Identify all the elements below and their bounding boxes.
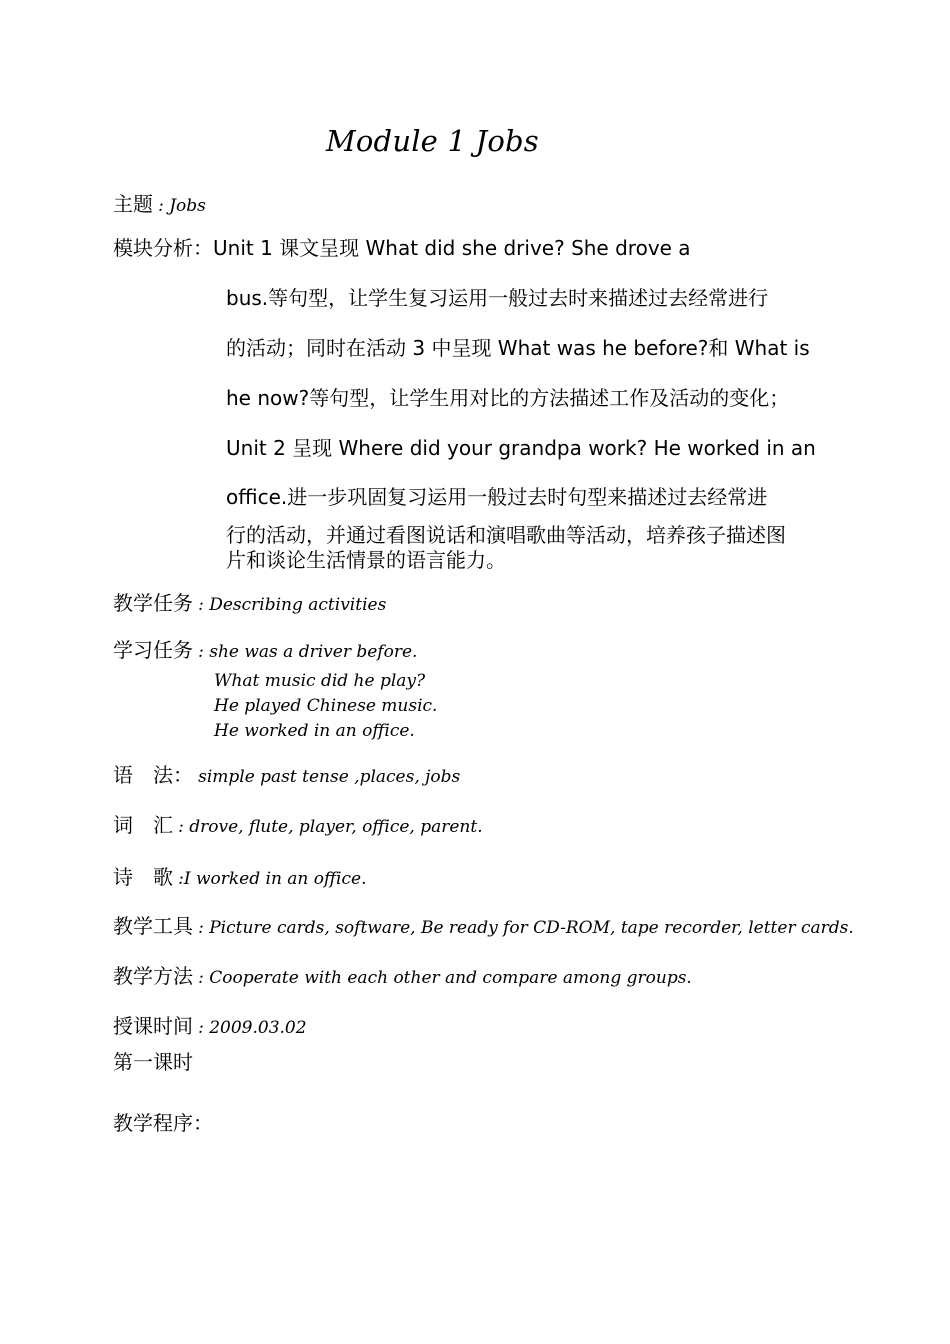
teaching-task-label: 教学任务 bbox=[113, 591, 193, 615]
analysis-line-1: 模块分析：Unit 1 课文呈现 What did she drive? She drove a bbox=[113, 236, 691, 260]
grammar-value: simple past tense ,places, jobs bbox=[198, 767, 461, 787]
time-value: : 2009.03.02 bbox=[198, 1018, 307, 1038]
poem-value: :I worked in an office. bbox=[178, 869, 367, 889]
vocabulary-row bbox=[113, 809, 483, 838]
tools-value: : Picture cards, software, Be ready for CD-ROM, tape recorder, letter cards. bbox=[198, 918, 854, 938]
learning-task-label: 学习任务 bbox=[113, 638, 193, 662]
learning-task-line: He played Chinese music. bbox=[214, 696, 438, 716]
poem-label: 诗 歌 bbox=[113, 865, 173, 889]
time-row bbox=[113, 1010, 307, 1039]
learning-task-line: : she was a driver before. bbox=[198, 642, 418, 662]
tools-label: 教学工具 bbox=[113, 914, 193, 938]
method-label: 教学方法 bbox=[113, 964, 193, 988]
time-label: 授课时间 bbox=[113, 1014, 193, 1038]
analysis-line-4: he now?等句型，让学生用对比的方法描述工作及活动的变化； bbox=[226, 386, 790, 410]
analysis-line-6: office.进一步巩固复习运用一般过去时句型来描述过去经常进 bbox=[226, 485, 768, 509]
tools-row bbox=[113, 910, 854, 939]
analysis-line-3: 的活动；同时在活动 3 中呈现 What was he before?和 What is bbox=[226, 336, 810, 360]
learning-task-line: He worked in an office. bbox=[214, 721, 415, 741]
document-title: Module 1 Jobs bbox=[326, 124, 539, 158]
method-row bbox=[113, 960, 692, 989]
vocabulary-value: : drove, flute, player, office, parent. bbox=[178, 817, 483, 837]
theme-value: : Jobs bbox=[158, 196, 206, 216]
teaching-task-row bbox=[113, 587, 386, 616]
theme-label: 主题 bbox=[113, 192, 153, 216]
analysis-line-2: bus.等句型，让学生复习运用一般过去时来描述过去经常进行 bbox=[226, 286, 769, 310]
vocabulary-label: 词 汇 bbox=[113, 813, 173, 837]
method-value: : Cooperate with each other and compare among groups. bbox=[198, 968, 692, 988]
procedure-heading: 教学程序： bbox=[113, 1111, 213, 1135]
lesson-label: 第一课时 bbox=[113, 1050, 193, 1074]
theme-row bbox=[113, 188, 206, 217]
analysis-line-5: Unit 2 呈现 Where did your grandpa work? He worked in an bbox=[226, 436, 816, 460]
poem-row bbox=[113, 861, 366, 890]
analysis-line-7: 行的活动，并通过看图说话和演唱歌曲等活动，培养孩子描述图 bbox=[226, 523, 786, 547]
analysis-line-8: 片和谈论生活情景的语言能力。 bbox=[226, 548, 506, 572]
learning-task-line: What music did he play? bbox=[214, 671, 426, 691]
grammar-label: 语 法： bbox=[113, 763, 193, 787]
teaching-task-value: : Describing activities bbox=[198, 595, 387, 615]
learning-task-row bbox=[113, 634, 417, 663]
grammar-row bbox=[113, 759, 460, 788]
